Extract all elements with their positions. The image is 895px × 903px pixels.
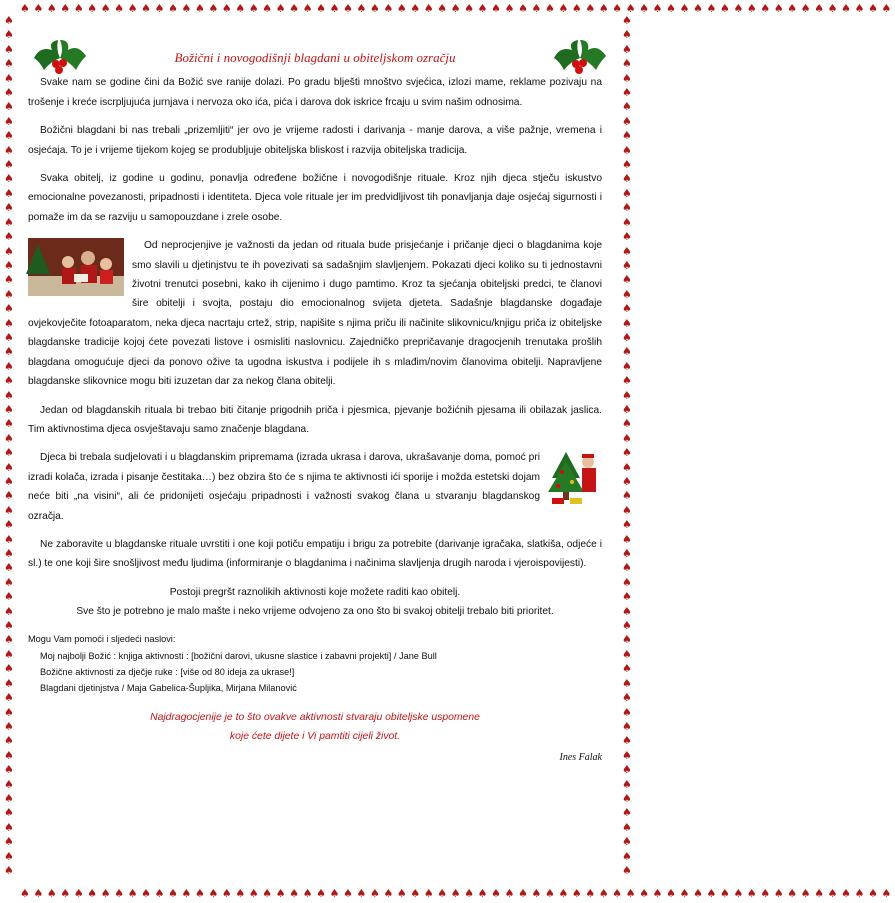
paragraph: Sve što je potrebno je malo mašte i neko vrijeme odvojeno za ono što bi svakoj obitelji trebalo biti prioritet. [76,606,554,618]
references-intro: Mogu Vam pomoći i sljedeći naslovi: [28,633,176,644]
reference-item: Moj najbolji Božić : knjiga aktivnosti : [božični darovi, ukusne slastice i zabavni projekti] / Jane Bull [40,650,437,661]
border-left-trees: ♠♠♠♠♠♠♠♠♠♠♠♠♠♠♠♠♠♠♠♠♠♠♠♠♠♠♠♠♠♠♠♠♠♠♠♠♠♠♠♠♠♠♠♠♠♠♠♠♠♠♠♠♠♠♠♠♠♠♠♠ [4,14,14,877]
paragraph-with-image: Od neprocjenjive je važnosti da jedan od rituala bude prisjećanje i pričanje djeci o blagdanima koje smo slavili u djetinjstvu te ih povezivati sa sadašnjim slavljenjem. Pokazati djeci koliko su ti jednostavni životni trenutci posebni, kako ih cijenimo i dugo pamtimo. Kroz ta sjećanja obiteljski predci, te članovi šire obitelji i svojta, postaju dio emocionalnog svijeta djeteta. Sadašnje blagdanske događaje ovjekovječite fotoaparatom, neka djeca nacrtaju crtež, strip, napišite s njima priču ili načinite slikovnicu/knjigu priča iz obiteljske blagdanske tradicije kojoj ćete povezati listove i osmisliti naslovnicu. Zajedničko prepričavanje dragocjenih trenutaka prošlih blagdana omogućuje djeci da ponovo ožive ta ugodna iskustva i podijele ih s mlađim/novim članovima obitelji. Napravljene blagdanske slikovnice mogu biti izuzetan dar za nekog člana obitelji. [28,240,602,388]
paragraph: Ne zaboravite u blagdanske rituale uvrstiti i one koji potiču empatiju i brigu za potrebite (darivanje igračaka, slatkiša, odjeće i sl.) te one koji šire snošljivost među ljudima (informiranje o blagdanima i načinima slavljenja drugih naroda i vjeroispovijesti). [28,538,602,570]
border-top-trees: ♠♠♠♠♠♠♠♠♠♠♠♠♠♠♠♠♠♠♠♠♠♠♠♠♠♠♠♠♠♠♠♠♠♠♠♠♠♠♠♠♠♠♠♠♠♠♠♠♠♠♠♠♠♠♠♠♠♠♠♠♠♠♠♠♠ [20,2,895,15]
paragraph: Jedan od blagdanskih rituala bi trebao biti čitanje prigodnih priča i pjesmica, pjevanje božićnih pjesama ili obilazak jaslica. Tim aktivnostima djeca osvještavaju samo značenje blagdana. [28,404,602,435]
paragraph: Božični blagdani bi nas trebali „prizemljiti“ jer ovo je vrijeme radosti i darivanja - manje darova, a više pažnje, vremena i osjećaja. To je i vrijeme tijekom kojeg se produbljuje obiteljska bliskost i razvija obiteljska tradicija. [28,125,602,156]
border-bottom-trees: ♠♠♠♠♠♠♠♠♠♠♠♠♠♠♠♠♠♠♠♠♠♠♠♠♠♠♠♠♠♠♠♠♠♠♠♠♠♠♠♠♠♠♠♠♠♠♠♠♠♠♠♠♠♠♠♠♠♠♠♠♠♠♠♠♠ [20,887,895,900]
reference-item: Božične aktivnosti za dječje ruke : [više od 80 ideja za ukrase!] [40,666,295,677]
paragraph: Svaka obitelj, iz godine u godinu, ponavlja određene božične i novogodišnje rituale. Kroz njih djeca stječu iskustvo emocionalne povezanosti, pripadnosti i identiteta. Djeca vole rituale jer im predvidljivost tih ponavljanja daje osjećaj sigurnosti i pomaže im da se razviju u samopouzdane i zrele osobe. [28,173,602,223]
border-right-trees: ♠♠♠♠♠♠♠♠♠♠♠♠♠♠♠♠♠♠♠♠♠♠♠♠♠♠♠♠♠♠♠♠♠♠♠♠♠♠♠♠♠♠♠♠♠♠♠♠♠♠♠♠♠♠♠♠♠♠♠♠ [622,14,632,877]
paragraph-with-image: Djeca bi trebala sudjelovati i u blagdanskim pripremama (izrada ukrasa i darova, ukrašavanje doma, pomoć pri izradi kolača, izrada i pisanje čestitaka…) bez obzira što će s njima te aktivnosti ići sporije i možda estetski dojam neće biti „na visini“, ali će pridonijeti osjećaju pripadnosti i važnosti svakog člana u stvaranju blagdanskog ozračja. [28,448,602,526]
page-title: Božični i novogodišnji blagdani u obiteljskom ozračju [174,50,456,65]
author-signature: Ines Falak [559,751,602,763]
closing-quote: Najdragocjenije je to što ovakve aktivnosti stvaraju obiteljske uspomene koje ćete dijete i Vi pamtiti cijeli život. [150,711,480,742]
family-reading-photo [28,238,124,296]
document-body [28,48,602,767]
reference-item: Blagdani djetinjstva / Maja Gabelica-Šupljika, Mirjana Milanović [40,682,297,693]
christmas-tree-photo [544,448,602,506]
paragraph: Postoji pregršt raznolikih aktivnosti koje možete raditi kao obitelj. [169,586,461,598]
paragraph: Svake nam se godine čini da Božić sve ranije dolazi. Po gradu blješti mnoštvo svjećica, izlozi mame, reklame pozivaju na trošenje i kreće iscrpljujuća jurnjava i nervoza oko ića, pića i darova dok iskrice frcaju u svim našim odnosima. [28,77,602,108]
